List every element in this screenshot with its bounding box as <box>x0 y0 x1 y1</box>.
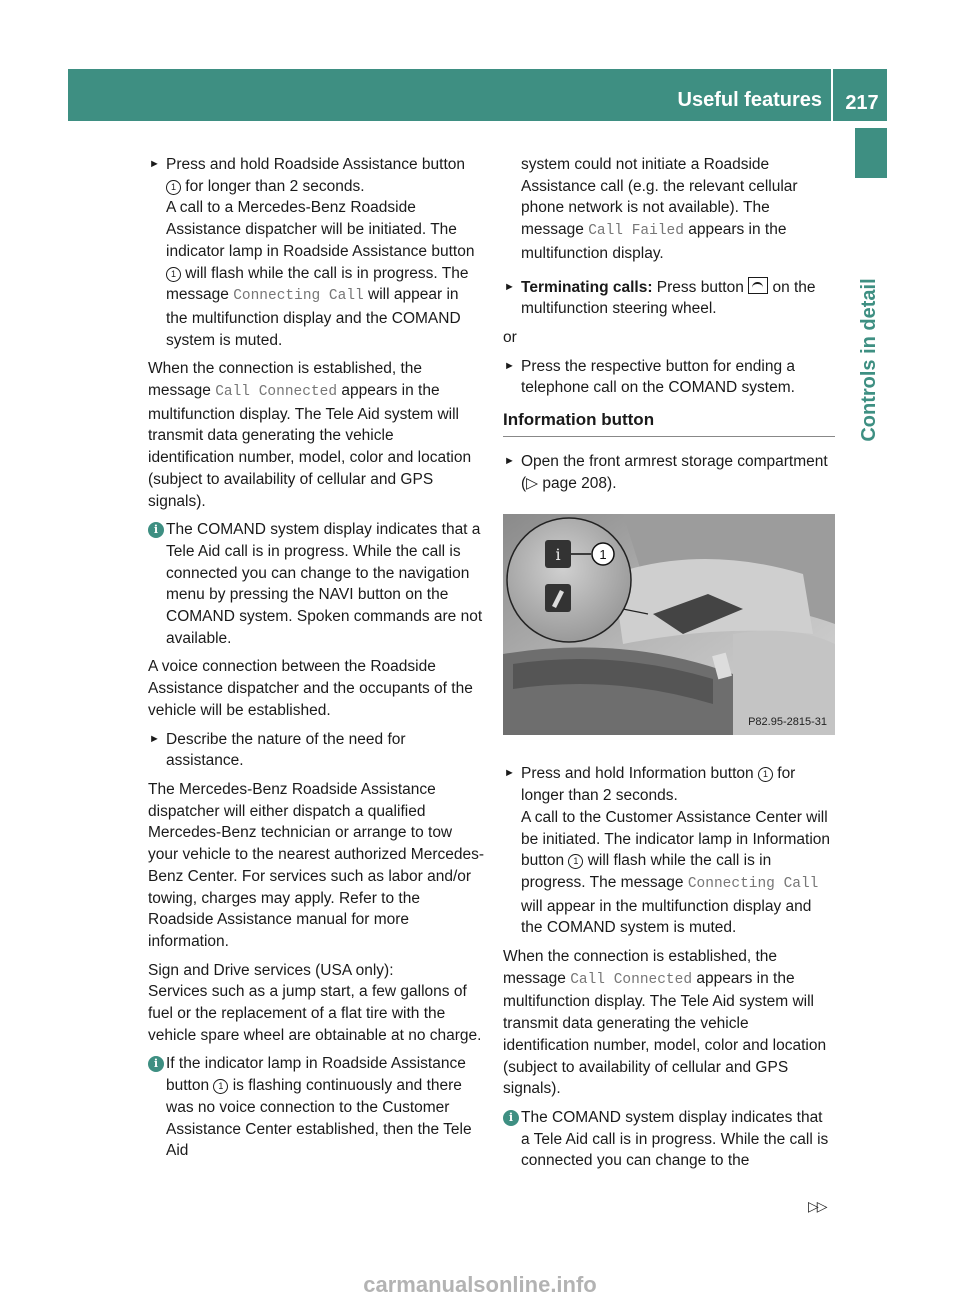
step-arrow-icon: ► <box>504 767 515 780</box>
callout-1-icon: 1 <box>166 267 181 282</box>
end-call-icon <box>748 277 768 294</box>
info-icon: i <box>148 1056 164 1072</box>
armrest-illustration <box>503 514 835 735</box>
page-number: 217 <box>845 92 879 114</box>
section-heading: Information button <box>503 409 835 437</box>
para-customer-assistance: A call to the Customer Assistance Center will be initiated. The indicator lamp in Information button 1 will flash while the call is in progress. The message Connecting Call will appear in the multifunction display and the COMAND system is muted. <box>521 808 831 937</box>
step-arrow-icon: ► <box>149 732 160 745</box>
armrest-photo <box>503 514 835 735</box>
display-message: Call Connected <box>570 971 693 988</box>
header-divider <box>831 69 833 121</box>
para-connection-established-2: When the connection is established, the message Call Connected appears in the multifunction display. The Tele Aid system will transmit data generating the vehicle identification number, model, color and location (subject to availability of cellular and GPS signals). <box>503 948 827 1098</box>
para-call-failed: system could not initiate a Roadside Assistance call (e.g. the relevant cellular phone network is not available). The message Call Failed appears in the multifunction display. <box>521 156 798 262</box>
display-message: Call Failed <box>588 223 684 240</box>
para-sign-and-drive: Sign and Drive services (USA only): Services such as a jump start, a few gallons of fuel or the replacement of a flat tire with the vehicle spare wheel are obtainable at no charge. <box>148 961 482 1044</box>
note-indicator-flashing: i If the indicator lamp in Roadside Assistance button 1 is flashing continuously and there was no voice connection to the Customer Assistance Center established, then the Tele Aid <box>148 1053 484 1162</box>
note-comand-display: i The COMAND system display indicates that a Tele Aid call is in progress. While the call is connected you can change to the navigation menu by pressing the NAVI button on the COMAND system. Spoken commands are not available. <box>148 519 484 649</box>
step-arrow-icon: ► <box>504 359 515 372</box>
side-label <box>850 190 890 530</box>
step-terminating-calls: ► Terminating calls: Press button on the multifunction steering wheel. <box>504 278 816 318</box>
para-call-initiated: A call to a Mercedes-Benz Roadside Assistance dispatcher will be initiated. The indicator lamp in Roadside Assistance button 1 will flash while the call is in progress. The message Connecting Call will appear in the multifunction display and the COMAND system is muted. <box>166 199 475 349</box>
continue-arrows-icon: ▷▷ <box>808 1198 826 1214</box>
callout-1-icon: 1 <box>758 767 773 782</box>
step-arrow-icon: ► <box>504 455 515 468</box>
step-describe-need: ► Describe the nature of the need for assistance. <box>149 730 406 770</box>
display-message: Call Connected <box>215 384 338 401</box>
left-column <box>148 154 484 1169</box>
step-open-armrest: ► Open the front armrest storage compartment (▷ page 208). <box>504 453 828 492</box>
step-arrow-icon: ► <box>504 280 515 293</box>
callout-1-icon: 1 <box>166 180 181 195</box>
para-connection-established: When the connection is established, the message Call Connected appears in the multifunction display. The Tele Aid system will transmit data generating the vehicle identification number, model, color and location (subject to availability of cellular and GPS signals). <box>148 360 472 510</box>
para-dispatcher: The Mercedes-Benz Roadside Assistance dispatcher will either dispatch a qualified Mercedes-Benz technician or arrange to tow your vehicle to the nearest authorized Mercedes-Benz Center. For services such as labor and/or towing, charges may apply. Refer to the Roadside Assistance manual for more information. <box>148 780 485 950</box>
section-title: Useful features <box>677 89 822 111</box>
or-separator: or <box>503 328 517 346</box>
display-message: Connecting Call <box>233 288 364 305</box>
info-icon: i <box>503 1110 519 1126</box>
display-message: Connecting Call <box>687 875 819 892</box>
right-column <box>503 154 835 1179</box>
watermark: carmanualsonline.info <box>363 1272 597 1297</box>
svg-text:i: i <box>555 545 561 565</box>
step-arrow-icon: ► <box>149 158 160 170</box>
photo-reference-code: P82.95-2815-31 <box>748 715 827 728</box>
info-icon: i <box>148 522 164 538</box>
step-press-roadside: ► Press and hold Roadside Assistance button 1 for longer than 2 seconds. <box>149 156 465 195</box>
side-tab-marker <box>855 128 887 178</box>
note-comand-display-2: i The COMAND system display indicates that a Tele Aid call is in progress. While the call is connected you can change to the <box>503 1107 835 1172</box>
callout-1-icon: 1 <box>568 854 583 869</box>
callout-1-icon: 1 <box>213 1079 228 1094</box>
side-label-text: Controls in detail <box>858 278 881 442</box>
para-voice-connection: A voice connection between the Roadside Assistance dispatcher and the occupants of the vehicle will be established. <box>148 658 473 719</box>
step-end-call-comand: ► Press the respective button for ending a telephone call on the COMAND system. <box>504 357 795 397</box>
photo-callout-label: 1 <box>599 547 607 563</box>
step-press-information: ► Press and hold Information button 1 for longer than 2 seconds. <box>504 765 796 805</box>
